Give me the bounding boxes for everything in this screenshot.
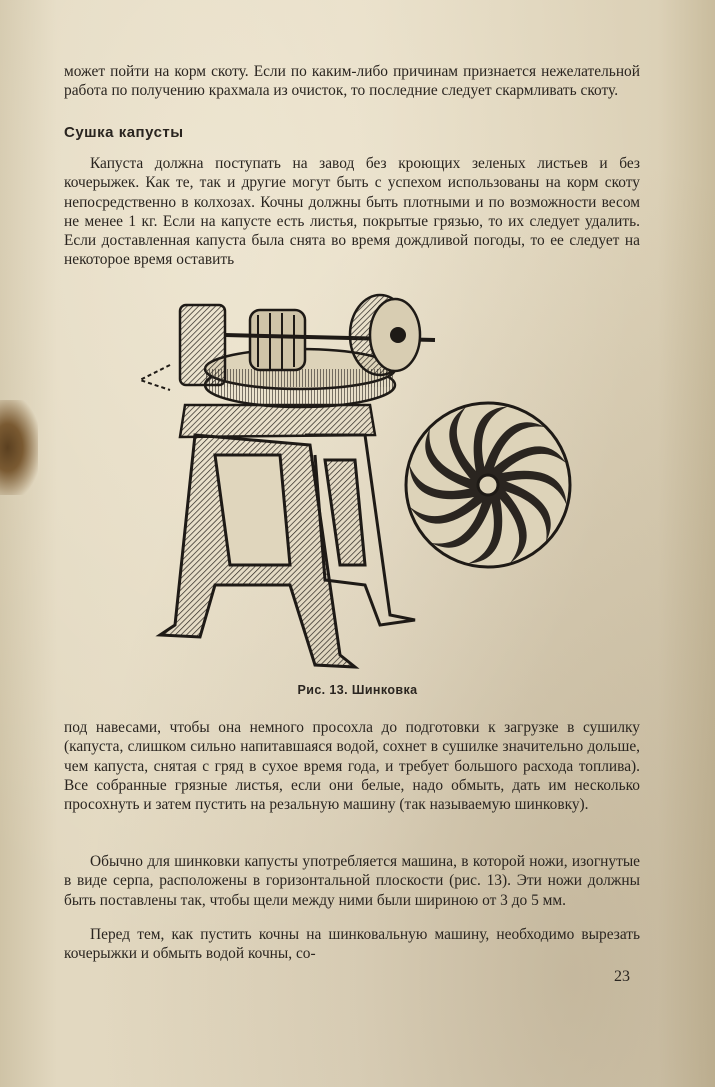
paragraph-before-shredding: Перед тем, как пустить кочны на шинковальную машину, необходимо вырезать кочерыжки и обмыть водой кочны, со-: [64, 926, 640, 963]
page-number: 23: [614, 968, 630, 985]
section-heading: Сушка капусты: [64, 124, 184, 141]
page-stain: [0, 400, 38, 495]
paragraph-cabbage-intro: Капуста должна поступать на завод без кроющих зеленых листьев и без кочерыжек. Как те, так и другие могут быть с успехом использованы на корм скоту непосредственно в колхозах. Кочны должны быть плотными и по возможности весом не менее 1 кг. Если на капусте есть листья, покрытые грязью, то их следует удалить. Если доставленная капуста была снята во время дождливой погоды, то ее следует на некоторое время оставить: [64, 155, 640, 269]
paragraph-shredding-machine: Обычно для шинковки капусты употребляется машина, в которой ножи, изогнутые в виде серпа, расположены в горизонтальной плоскости (рис. 13). Эти ножи должны быть поставлены так, чтобы щели между ними были шириною от 3 до 5 мм.: [64, 853, 640, 909]
shredder-machine-illustration: [140, 285, 580, 675]
figure-shredder-machine: [140, 285, 580, 675]
paragraph-drying-prep: под навесами, чтобы она немного просохла до подготовки к загрузке в сушилку (капуста, слишком сильно напитавшаяся водой, сохнет в сушилке значительно дольше, чем капуста, снятая с гряд в сухое время года, и требует большого расхода топлива). Все собранные грязные листья, если они белые, надо обмыть, дать им несколько просохнуть и затем пустить на резальную машину (так называемую шинковку).: [64, 719, 640, 814]
paragraph-continuation: может пойти на корм скоту. Если по каким-либо причинам признается нежелательной работа по получению крахмала из очисток, то последние следует скармливать скоту.: [64, 63, 640, 100]
figure-caption: Рис. 13. Шинковка: [297, 683, 418, 697]
